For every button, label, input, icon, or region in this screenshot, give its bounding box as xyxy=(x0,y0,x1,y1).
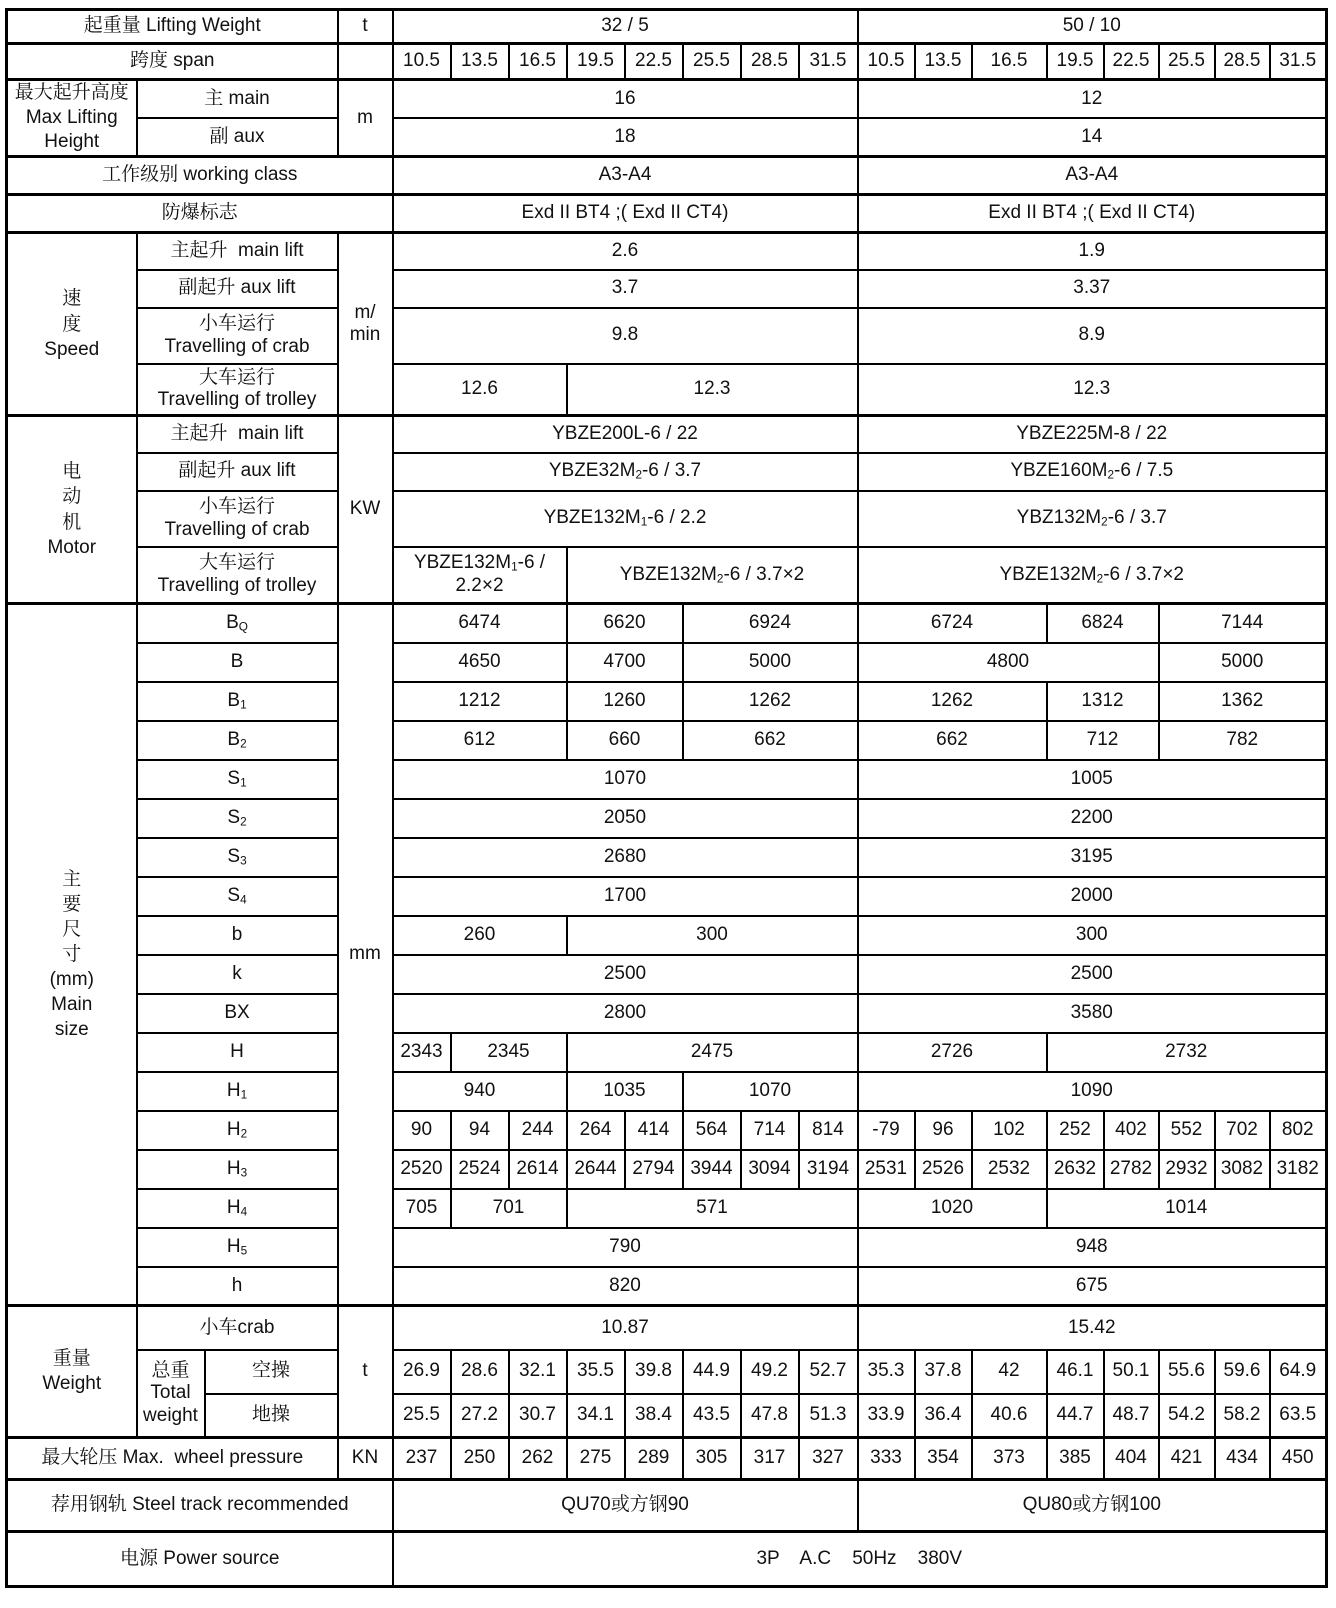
table-row xyxy=(7,1394,1327,1438)
table-row xyxy=(7,308,1327,364)
value-cell: 1.9 xyxy=(858,233,1327,270)
value-cell: 49.2 xyxy=(741,1350,799,1394)
lifting-weight-label: 起重量 Lifting Weight xyxy=(7,10,338,44)
row-label: $S_3$ xyxy=(137,838,338,877)
value-cell: 42 xyxy=(972,1350,1047,1394)
value-cell: 1090 xyxy=(858,1072,1327,1111)
value-cell: 6824 xyxy=(1047,604,1159,643)
table-row xyxy=(7,877,1327,916)
unit-label: m/ min xyxy=(338,233,393,416)
value-cell: 244 xyxy=(509,1111,567,1150)
span-header: 13.5 xyxy=(451,44,509,80)
span-header: 31.5 xyxy=(799,44,858,80)
table-row xyxy=(7,10,1327,44)
value-cell: 52.7 xyxy=(799,1350,858,1394)
table-row xyxy=(7,1228,1327,1267)
value-cell: 94 xyxy=(451,1111,509,1150)
table-row xyxy=(7,994,1327,1033)
subscript: 1 xyxy=(240,698,247,712)
value-cell: 2532 xyxy=(972,1150,1047,1189)
value-cell: 712 xyxy=(1047,721,1159,760)
table-row xyxy=(7,1532,1327,1587)
value-cell: 1312 xyxy=(1047,682,1159,721)
value-cell: 2632 xyxy=(1047,1150,1104,1189)
value-cell: 660 xyxy=(567,721,683,760)
value-cell: 3094 xyxy=(741,1150,799,1189)
value-cell: 6620 xyxy=(567,604,683,643)
value-cell: 38.4 xyxy=(625,1394,683,1438)
unit-label: mm xyxy=(338,604,393,1306)
value-cell: 3195 xyxy=(858,838,1327,877)
subscript: 2 xyxy=(240,737,247,751)
value-cell: YBZE200L-6 / 22 xyxy=(393,416,858,453)
value-cell: 46.1 xyxy=(1047,1350,1104,1394)
row-label: h xyxy=(137,1267,338,1306)
value-cell: 1035 xyxy=(567,1072,683,1111)
value-cell: 1362 xyxy=(1159,682,1327,721)
span-header: 19.5 xyxy=(567,44,625,80)
table-row xyxy=(7,1438,1327,1480)
row-label: 主起升 main lift xyxy=(137,416,338,453)
table-row xyxy=(7,491,1327,547)
value-cell: 1014 xyxy=(1047,1189,1327,1228)
value-cell: 44.7 xyxy=(1047,1394,1104,1438)
value-cell: 10.87 xyxy=(393,1306,858,1350)
row-label: 主起升 main lift xyxy=(137,233,338,270)
row-label: $S_2$ xyxy=(137,799,338,838)
table-row xyxy=(7,1267,1327,1306)
value-cell: 3.37 xyxy=(858,270,1327,308)
value-cell: 662 xyxy=(858,721,1047,760)
row-label: $H_5$ xyxy=(137,1228,338,1267)
value-cell: 2000 xyxy=(858,877,1327,916)
value-cell: 2680 xyxy=(393,838,858,877)
table-row xyxy=(7,916,1327,955)
span-header: 10.5 xyxy=(393,44,451,80)
value-cell: 1262 xyxy=(683,682,858,721)
value-cell: -79 xyxy=(858,1111,915,1150)
table-row xyxy=(7,1480,1327,1532)
value-cell: 252 xyxy=(1047,1111,1104,1150)
value-cell: 44.9 xyxy=(683,1350,741,1394)
value-cell: 12 xyxy=(858,80,1327,119)
row-label: 空操 xyxy=(205,1350,338,1394)
value-cell: 289 xyxy=(625,1438,683,1480)
value-cell: 35.3 xyxy=(858,1350,915,1394)
value-cell: 1070 xyxy=(683,1072,858,1111)
value-cell: 421 xyxy=(1159,1438,1215,1480)
value-cell: $YBZE132M_2-6 / 3.7\times 2$ xyxy=(567,547,858,604)
value-cell: 3082 xyxy=(1215,1150,1270,1189)
table-row xyxy=(7,799,1327,838)
value-cell: QU80或方钢100 xyxy=(858,1480,1327,1532)
row-label: $H_3$ xyxy=(137,1150,338,1189)
value-cell: 4700 xyxy=(567,643,683,682)
value-cell: 571 xyxy=(567,1189,858,1228)
row-label: 大车运行 Travelling of trolley xyxy=(137,547,338,604)
table-row xyxy=(7,682,1327,721)
wheel-pressure-label: 最大轮压 Max. wheel pressure xyxy=(7,1438,338,1480)
value-cell: 705 xyxy=(393,1189,451,1228)
table-row xyxy=(7,453,1327,491)
value-cell: 7144 xyxy=(1159,604,1327,643)
value-cell: 354 xyxy=(915,1438,972,1480)
row-label: $S_1$ xyxy=(137,760,338,799)
spec-table-body xyxy=(7,10,1327,1587)
value-cell: 2520 xyxy=(393,1150,451,1189)
table-row xyxy=(7,1072,1327,1111)
value-cell: 333 xyxy=(858,1438,915,1480)
value-cell: 2524 xyxy=(451,1150,509,1189)
table-row xyxy=(7,838,1327,877)
value-cell: 59.6 xyxy=(1215,1350,1270,1394)
table-row xyxy=(7,44,1327,80)
value-cell: 237 xyxy=(393,1438,451,1480)
table-row xyxy=(7,1111,1327,1150)
span-header: 19.5 xyxy=(1047,44,1104,80)
value-cell: 260 xyxy=(393,916,567,955)
subscript: 2 xyxy=(240,815,247,829)
value-cell: 317 xyxy=(741,1438,799,1480)
value-cell: 35.5 xyxy=(567,1350,625,1394)
value-cell: 612 xyxy=(393,721,567,760)
value-cell: 2932 xyxy=(1159,1150,1215,1189)
value-cell: 4800 xyxy=(858,643,1159,682)
unit-label: KN xyxy=(338,1438,393,1480)
subscript: 1 xyxy=(640,515,648,529)
subscript: 2 xyxy=(716,572,724,586)
subscript: 5 xyxy=(240,1244,248,1258)
value-cell: 305 xyxy=(683,1438,741,1480)
value-cell: 14 xyxy=(858,118,1327,157)
value-cell: $YBZE132M_2-6 / 3.7\times 2$ xyxy=(858,547,1327,604)
value-cell: A3-A4 xyxy=(393,157,858,195)
spec-table xyxy=(5,8,1328,1588)
value-cell: 434 xyxy=(1215,1438,1270,1480)
value-cell: 2.6 xyxy=(393,233,858,270)
value-cell: 5000 xyxy=(1159,643,1327,682)
value-cell: 250 xyxy=(451,1438,509,1480)
value-cell: 373 xyxy=(972,1438,1047,1480)
span-header: 25.5 xyxy=(1159,44,1215,80)
value-cell: 3580 xyxy=(858,994,1327,1033)
subscript: 2 xyxy=(240,1127,248,1141)
table-row xyxy=(7,233,1327,270)
value-cell: 2475 xyxy=(567,1033,858,1072)
capacity-value: 50 / 10 xyxy=(858,10,1327,44)
table-row xyxy=(7,955,1327,994)
value-cell: 702 xyxy=(1215,1111,1270,1150)
row-label: 副起升 aux lift xyxy=(137,453,338,491)
row-label: 地操 xyxy=(205,1394,338,1438)
row-label: $H_1$ xyxy=(137,1072,338,1111)
span-header: 22.5 xyxy=(625,44,683,80)
value-cell: 1020 xyxy=(858,1189,1047,1228)
value-cell: 662 xyxy=(683,721,858,760)
value-cell: 6724 xyxy=(858,604,1047,643)
value-cell: 790 xyxy=(393,1228,858,1267)
value-cell: 1260 xyxy=(567,682,683,721)
value-cell: 6924 xyxy=(683,604,858,643)
span-header: 10.5 xyxy=(858,44,915,80)
value-cell: 2526 xyxy=(915,1150,972,1189)
value-cell: 264 xyxy=(567,1111,625,1150)
value-cell: $YBZE132M_1-6 / 2.2$ xyxy=(393,491,858,547)
span-header: 28.5 xyxy=(741,44,799,80)
capacity-value: 32 / 5 xyxy=(393,10,858,44)
value-cell: $YBZE132M_1-6$ / 2.2×2 xyxy=(393,547,567,604)
subscript: 3 xyxy=(240,1166,248,1180)
value-cell: 2614 xyxy=(509,1150,567,1189)
value-cell: 2726 xyxy=(858,1033,1047,1072)
value-cell: $YBZ132M_2-6 / 3.7$ xyxy=(858,491,1327,547)
table-row xyxy=(7,643,1327,682)
value-cell: 12.3 xyxy=(858,364,1327,416)
value-cell: 36.4 xyxy=(915,1394,972,1438)
row-label: 小车运行 Travelling of crab xyxy=(137,308,338,364)
value-cell: 64.9 xyxy=(1270,1350,1327,1394)
table-row xyxy=(7,364,1327,416)
subscript: 2 xyxy=(1101,515,1108,529)
value-cell: 300 xyxy=(567,916,858,955)
table-row xyxy=(7,547,1327,604)
row-label: $H_4$ xyxy=(137,1189,338,1228)
span-header: 28.5 xyxy=(1215,44,1270,80)
row-label: 大车运行 Travelling of trolley xyxy=(137,364,338,416)
table-row xyxy=(7,760,1327,799)
table-row xyxy=(7,157,1327,195)
row-label: $S_4$ xyxy=(137,877,338,916)
value-cell: $YBZE160M_2-6 / 7.5$ xyxy=(858,453,1327,491)
value-cell: 2343 xyxy=(393,1033,451,1072)
value-cell: 16 xyxy=(393,80,858,119)
value-cell: 275 xyxy=(567,1438,625,1480)
value-cell: 51.3 xyxy=(799,1394,858,1438)
section-label-speed: 速 度 Speed xyxy=(7,233,137,416)
section-label-max-lifting-height: 最大起升高度 Max Lifting Height xyxy=(7,80,137,157)
value-cell: 2644 xyxy=(567,1150,625,1189)
table-row xyxy=(7,118,1327,157)
value-cell: 564 xyxy=(683,1111,741,1150)
value-cell: 48.7 xyxy=(1104,1394,1159,1438)
row-label: 小车crab xyxy=(137,1306,338,1350)
subscript: 4 xyxy=(240,893,247,907)
value-cell: 414 xyxy=(625,1111,683,1150)
table-row xyxy=(7,270,1327,308)
value-cell: 2500 xyxy=(393,955,858,994)
value-cell: 58.2 xyxy=(1215,1394,1270,1438)
value-cell: 6474 xyxy=(393,604,567,643)
value-cell: 5000 xyxy=(683,643,858,682)
row-label: 主 main xyxy=(137,80,338,119)
span-label: 跨度 span xyxy=(7,44,338,80)
row-label: b xyxy=(137,916,338,955)
subscript: 1 xyxy=(240,1088,248,1102)
value-cell: 47.8 xyxy=(741,1394,799,1438)
table-row xyxy=(7,80,1327,119)
value-cell: 782 xyxy=(1159,721,1327,760)
table-row xyxy=(7,1350,1327,1394)
value-cell: QU70或方钢90 xyxy=(393,1480,858,1532)
value-cell: 1700 xyxy=(393,877,858,916)
value-cell: 2050 xyxy=(393,799,858,838)
span-header: 25.5 xyxy=(683,44,741,80)
value-cell: 2531 xyxy=(858,1150,915,1189)
value-cell: 9.8 xyxy=(393,308,858,364)
value-cell: 402 xyxy=(1104,1111,1159,1150)
row-label: H xyxy=(137,1033,338,1072)
value-cell: 18 xyxy=(393,118,858,157)
value-cell: 1005 xyxy=(858,760,1327,799)
row-label: $H_2$ xyxy=(137,1111,338,1150)
value-cell: 40.6 xyxy=(972,1394,1047,1438)
span-header: 31.5 xyxy=(1270,44,1327,80)
value-cell: 37.8 xyxy=(915,1350,972,1394)
section-label-weight: 重量 Weight xyxy=(7,1306,137,1438)
value-cell: $YBZE32M_2-6 / 3.7$ xyxy=(393,453,858,491)
value-cell: 262 xyxy=(509,1438,567,1480)
value-cell: 814 xyxy=(799,1111,858,1150)
unit-label: t xyxy=(338,1306,393,1438)
value-cell: 675 xyxy=(858,1267,1327,1306)
unit-label: m xyxy=(338,80,393,157)
subscript: 2 xyxy=(1107,468,1115,482)
value-cell: 300 xyxy=(858,916,1327,955)
value-cell: 2200 xyxy=(858,799,1327,838)
value-cell: 552 xyxy=(1159,1111,1215,1150)
value-cell: 30.7 xyxy=(509,1394,567,1438)
table-row xyxy=(7,1150,1327,1189)
value-cell: 26.9 xyxy=(393,1350,451,1394)
subscript: Q xyxy=(238,620,248,634)
value-cell: 1212 xyxy=(393,682,567,721)
row-label: $B_1$ xyxy=(137,682,338,721)
value-cell: 96 xyxy=(915,1111,972,1150)
value-cell: A3-A4 xyxy=(858,157,1327,195)
unit-label xyxy=(338,44,393,80)
value-cell: 15.42 xyxy=(858,1306,1327,1350)
value-cell: 43.5 xyxy=(683,1394,741,1438)
value-cell: 25.5 xyxy=(393,1394,451,1438)
power-source-value: 3P A.C 50Hz 380V xyxy=(393,1532,1327,1587)
table-row xyxy=(7,1306,1327,1350)
table-row xyxy=(7,416,1327,453)
value-cell: 4650 xyxy=(393,643,567,682)
steel-track-label: 荐用钢轨 Steel track recommended xyxy=(7,1480,393,1532)
value-cell: 3944 xyxy=(683,1150,741,1189)
value-cell: 1262 xyxy=(858,682,1047,721)
value-cell: 12.3 xyxy=(567,364,858,416)
value-cell: 450 xyxy=(1270,1438,1327,1480)
table-row xyxy=(7,1033,1327,1072)
value-cell: 2345 xyxy=(451,1033,567,1072)
row-label: 副起升 aux lift xyxy=(137,270,338,308)
subscript: 4 xyxy=(240,1205,248,1219)
row-label: 总重 Total weight xyxy=(137,1350,205,1438)
value-cell: 12.6 xyxy=(393,364,567,416)
subscript: 2 xyxy=(635,468,642,482)
value-cell: 2794 xyxy=(625,1150,683,1189)
table-row xyxy=(7,1189,1327,1228)
value-cell: 3.7 xyxy=(393,270,858,308)
subscript: 1 xyxy=(240,776,247,790)
value-cell: 385 xyxy=(1047,1438,1104,1480)
value-cell: 3182 xyxy=(1270,1150,1327,1189)
value-cell: 2732 xyxy=(1047,1033,1327,1072)
value-cell: YBZE225M-8 / 22 xyxy=(858,416,1327,453)
value-cell: Exd II BT4 ;( Exd II CT4) xyxy=(858,195,1327,233)
subscript: 3 xyxy=(240,854,247,868)
unit-label: t xyxy=(338,10,393,44)
row-label: 小车运行 Travelling of crab xyxy=(137,491,338,547)
value-cell: 28.6 xyxy=(451,1350,509,1394)
working-class-label: 工作级别 working class xyxy=(7,157,393,195)
value-cell: 27.2 xyxy=(451,1394,509,1438)
value-cell: 63.5 xyxy=(1270,1394,1327,1438)
unit-label: KW xyxy=(338,416,393,604)
value-cell: 90 xyxy=(393,1111,451,1150)
value-cell: 820 xyxy=(393,1267,858,1306)
value-cell: 50.1 xyxy=(1104,1350,1159,1394)
span-header: 16.5 xyxy=(972,44,1047,80)
row-label: $B_Q$ xyxy=(137,604,338,643)
row-label: 副 aux xyxy=(137,118,338,157)
value-cell: 2782 xyxy=(1104,1150,1159,1189)
value-cell: 802 xyxy=(1270,1111,1327,1150)
value-cell: 34.1 xyxy=(567,1394,625,1438)
table-row xyxy=(7,195,1327,233)
row-label: BX xyxy=(137,994,338,1033)
value-cell: 39.8 xyxy=(625,1350,683,1394)
span-header: 16.5 xyxy=(509,44,567,80)
value-cell: 940 xyxy=(393,1072,567,1111)
value-cell: 948 xyxy=(858,1228,1327,1267)
subscript: 2 xyxy=(1096,572,1104,586)
value-cell: 714 xyxy=(741,1111,799,1150)
value-cell: 8.9 xyxy=(858,308,1327,364)
power-source-label: 电源 Power source xyxy=(7,1532,393,1587)
explosion-proof-mark-label: 防爆标志 xyxy=(7,195,393,233)
table-row xyxy=(7,604,1327,643)
row-label: k xyxy=(137,955,338,994)
subscript: 1 xyxy=(511,560,518,574)
value-cell: 54.2 xyxy=(1159,1394,1215,1438)
value-cell: 701 xyxy=(451,1189,567,1228)
value-cell: 33.9 xyxy=(858,1394,915,1438)
value-cell: 2500 xyxy=(858,955,1327,994)
value-cell: 1070 xyxy=(393,760,858,799)
value-cell: 3194 xyxy=(799,1150,858,1189)
value-cell: 32.1 xyxy=(509,1350,567,1394)
span-header: 22.5 xyxy=(1104,44,1159,80)
value-cell: Exd II BT4 ;( Exd II CT4) xyxy=(393,195,858,233)
row-label: $B_2$ xyxy=(137,721,338,760)
value-cell: 404 xyxy=(1104,1438,1159,1480)
section-label-motor: 电 动 机 Motor xyxy=(7,416,137,604)
span-header: 13.5 xyxy=(915,44,972,80)
value-cell: 327 xyxy=(799,1438,858,1480)
value-cell: 102 xyxy=(972,1111,1047,1150)
table-row xyxy=(7,721,1327,760)
value-cell: 2800 xyxy=(393,994,858,1033)
section-label-main-size: 主 要 尺 寸 (mm) Main size xyxy=(7,604,137,1306)
row-label: B xyxy=(137,643,338,682)
value-cell: 55.6 xyxy=(1159,1350,1215,1394)
